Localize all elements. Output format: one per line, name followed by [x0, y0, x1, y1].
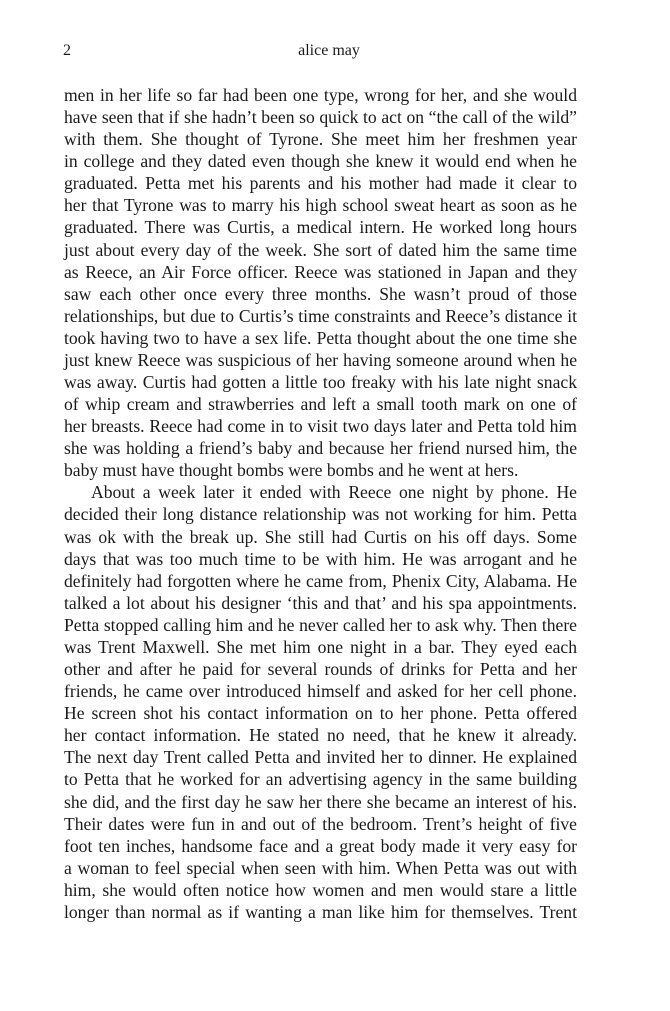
- text-line: a woman to feel special when seen with him. When Petta was out with: [64, 857, 577, 878]
- text-line: graduated. There was Curtis, a medical intern. He worked long hours: [64, 217, 577, 238]
- text-line: foot ten inches, handsome face and a great body made it very easy for: [64, 835, 577, 856]
- text-line: saw each other once every three months. She wasn’t proud of those: [64, 283, 577, 304]
- page-number: 2: [63, 42, 71, 59]
- text-line: her contact information. He stated no need, that he knew it already.: [64, 725, 577, 746]
- text-line: she did, and the first day he saw her there she became an interest of his.: [64, 791, 577, 812]
- text-line: graduated. Petta met his parents and his mother had made it clear to: [64, 173, 577, 194]
- page-header: [63, 40, 577, 62]
- text-line: longer than normal as if wanting a man like him for themselves. Trent: [64, 901, 577, 922]
- running-head: alice may: [298, 42, 360, 59]
- text-line: she was holding a friend’s baby and because her friend nursed him, the: [64, 438, 577, 459]
- text-line: was away. Curtis had gotten a little too freaky with his late night snack: [64, 372, 577, 393]
- text-line: just about every day of the week. She sort of dated him the same time: [64, 239, 577, 260]
- text-line: He screen shot his contact information on to her phone. Petta offered: [64, 703, 577, 724]
- text-line: took having two to have a sex life. Petta thought about the one time she: [64, 327, 577, 348]
- text-line: have seen that if she hadn’t been so quick to act on “the call of the wild”: [64, 107, 577, 128]
- text-line: The next day Trent called Petta and invited her to dinner. He explained: [64, 747, 577, 768]
- text-line: talked a lot about his designer ‘this and that’ and his spa appointments.: [64, 592, 577, 613]
- text-line: definitely had forgotten where he came from, Phenix City, Alabama. He: [64, 570, 577, 591]
- text-line: relationships, but due to Curtis’s time constraints and Reece’s distance it: [64, 305, 577, 326]
- text-line: in college and they dated even though she knew it would end when he: [64, 151, 577, 172]
- text-line: as Reece, an Air Force officer. Reece was stationed in Japan and they: [64, 261, 577, 282]
- text-line: him, she would often notice how women and men would stare a little: [64, 879, 577, 900]
- text-line: her that Tyrone was to marry his high school sweat heart as soon as he: [64, 195, 577, 216]
- text-line: with them. She thought of Tyrone. She meet him her freshmen year: [64, 129, 577, 150]
- text-line: About a week later it ended with Reece one night by phone. He: [91, 482, 577, 503]
- paragraph: [64, 481, 577, 923]
- text-line: was Trent Maxwell. She met him one night in a bar. They eyed each: [64, 636, 577, 657]
- paragraph: [64, 84, 577, 481]
- body-text: [64, 84, 577, 923]
- text-line: just knew Reece was suspicious of her having someone around when he: [64, 349, 577, 370]
- text-line: of whip cream and strawberries and left a small tooth mark on one of: [64, 394, 577, 415]
- text-line: baby must have thought bombs were bombs and he went at hers.: [64, 460, 519, 481]
- text-line: was ok with the break up. She still had Curtis on his off days. Some: [64, 526, 577, 547]
- text-line: her breasts. Reece had come in to visit two days later and Petta told him: [64, 416, 577, 437]
- text-line: men in her life so far had been one type, wrong for her, and she would: [64, 85, 577, 105]
- text-line: to Petta that he worked for an advertising agency in the same building: [64, 769, 577, 790]
- text-line: Petta stopped calling him and he never called her to ask why. Then there: [64, 614, 577, 635]
- text-line: other and after he paid for several rounds of drinks for Petta and her: [64, 659, 577, 680]
- text-line: friends, he came over introduced himself and asked for her cell phone.: [64, 681, 577, 702]
- text-line: decided their long distance relationship was not working for him. Petta: [64, 504, 577, 525]
- text-line: Their dates were fun in and out of the bedroom. Trent’s height of five: [64, 813, 577, 834]
- text-line: days that was too much time to be with him. He was arrogant and he: [64, 548, 577, 569]
